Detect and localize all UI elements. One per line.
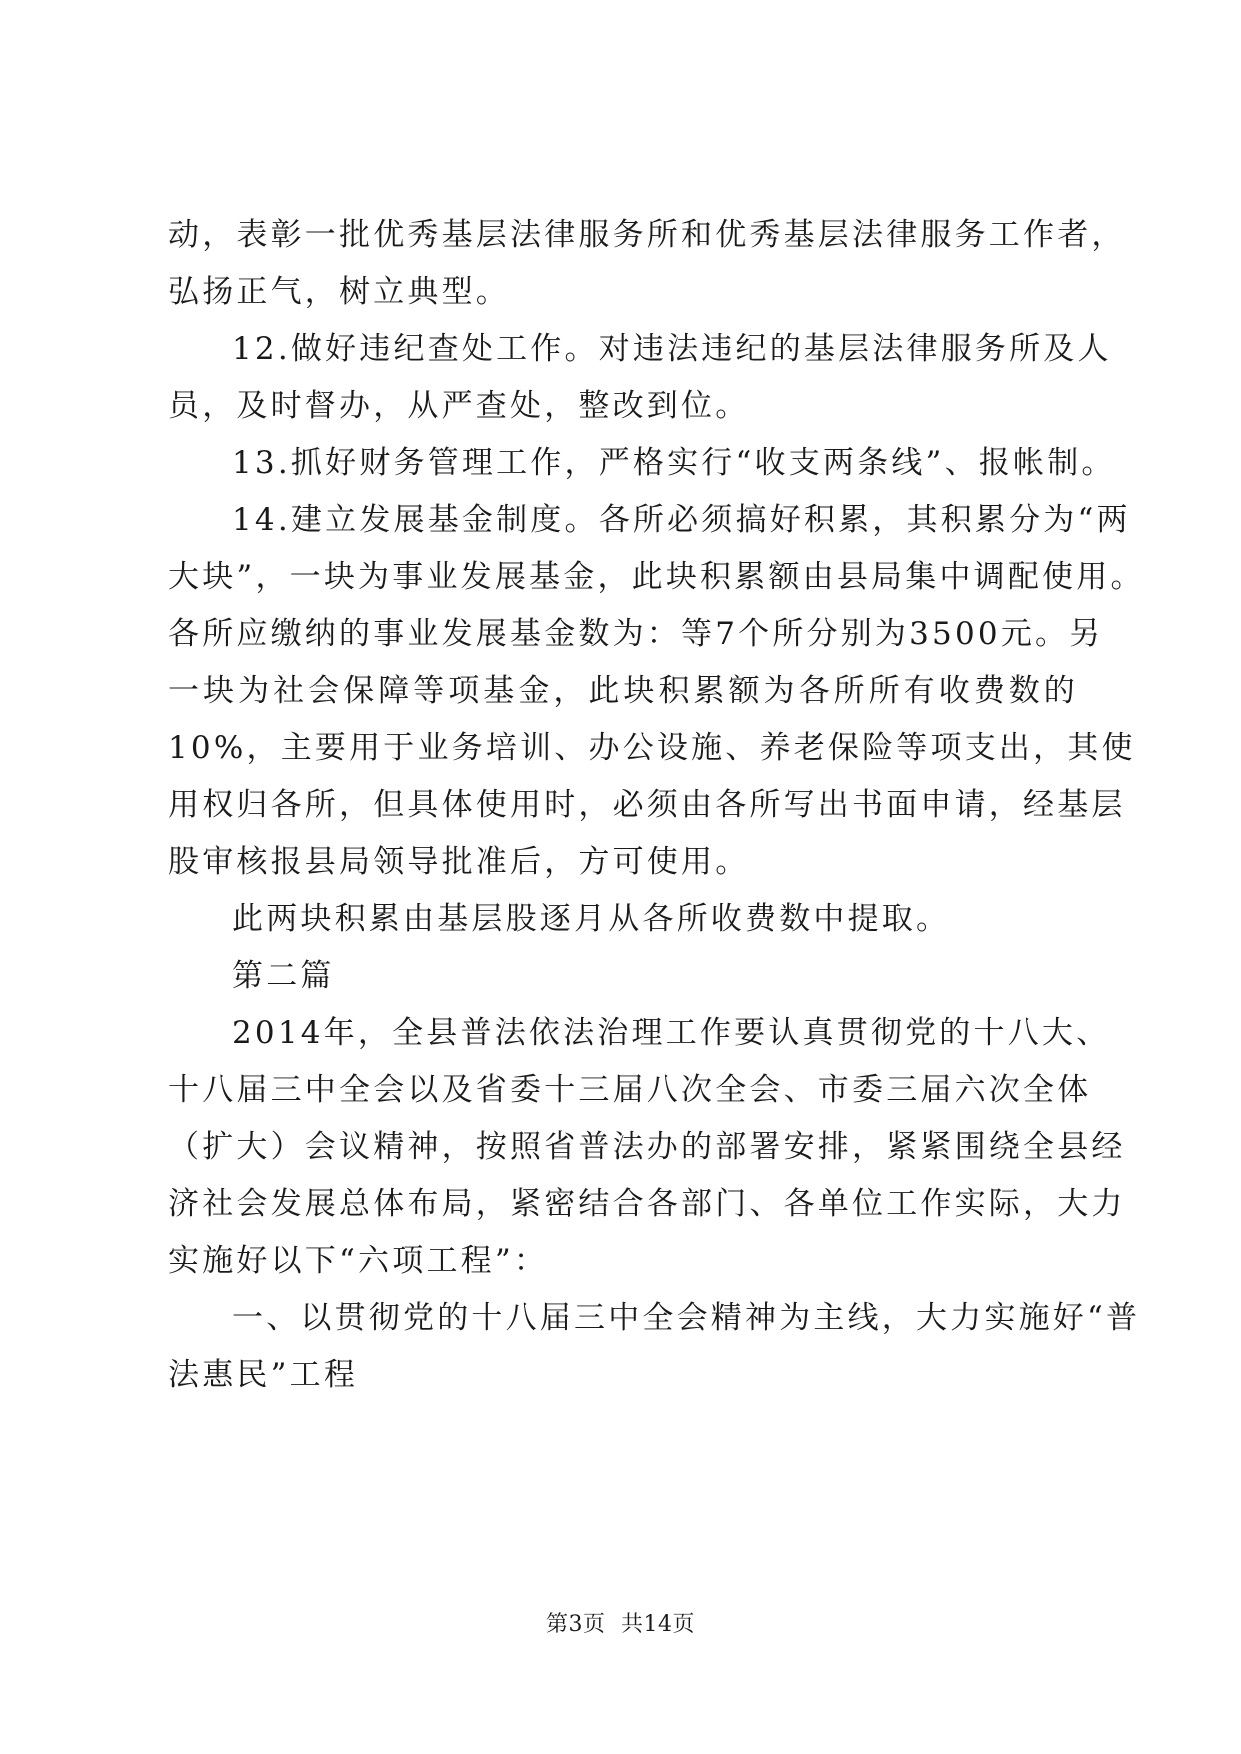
- text-line: 此两块积累由基层股逐月从各所收费数中提取。: [232, 901, 951, 937]
- text-line: 各所应缴纳的事业发展基金数为：等7个所分别为3500元。另: [168, 616, 1104, 652]
- total-pages: 共14页: [621, 1612, 695, 1637]
- text-line: 10%，主要用于业务培训、办公设施、养老保险等项支出，其使: [168, 730, 1136, 766]
- text-line: 实施好以下“六项工程”：: [168, 1243, 549, 1279]
- text-line: 一块为社会保障等项基金，此块积累额为各所所有收费数的: [168, 673, 1078, 709]
- page-number: 第3页: [546, 1612, 606, 1637]
- text-line: 济社会发展总体布局，紧密结合各部门、各单位工作实际，大力: [168, 1186, 1126, 1222]
- text-line: （扩大）会议精神，按照省普法办的部署安排，紧紧围绕全县经: [168, 1129, 1126, 1165]
- text-line: 弘扬正气，树立典型。: [168, 274, 510, 310]
- text-line: 用权归各所，但具体使用时，必须由各所写出书面申请，经基层: [168, 787, 1126, 823]
- text-line: 动，表彰一批优秀基层法律服务所和优秀基层法律服务工作者，: [168, 217, 1126, 253]
- page-footer: [0, 1610, 1241, 1640]
- text-line: 员，及时督办，从严查处，整改到位。: [168, 388, 750, 424]
- section-heading: 第二篇: [232, 958, 335, 994]
- text-line: 2014年，全县普法依法治理工作要认真贯彻党的十八大、: [232, 1015, 1111, 1051]
- text-line: 十八届三中全会以及省委十三届八次全会、市委三届六次全体: [168, 1072, 1092, 1108]
- text-line: 股审核报县局领导批准后，方可使用。: [168, 844, 750, 880]
- text-line: 12.做好违纪查处工作。对违法违纪的基层法律服务所及人: [232, 331, 1112, 367]
- text-line: 13.抓好财务管理工作，严格实行“收支两条线”、报帐制。: [232, 445, 1116, 481]
- text-line: 法惠民”工程: [168, 1357, 359, 1393]
- text-line: 14.建立发展基金制度。各所必须搞好积累，其积累分为“两: [232, 502, 1131, 538]
- text-line: 一、以贯彻党的十八届三中全会精神为主线，大力实施好“普: [232, 1300, 1141, 1336]
- text-line: 大块”，一块为事业发展基金，此块积累额由县局集中调配使用。: [168, 559, 1145, 595]
